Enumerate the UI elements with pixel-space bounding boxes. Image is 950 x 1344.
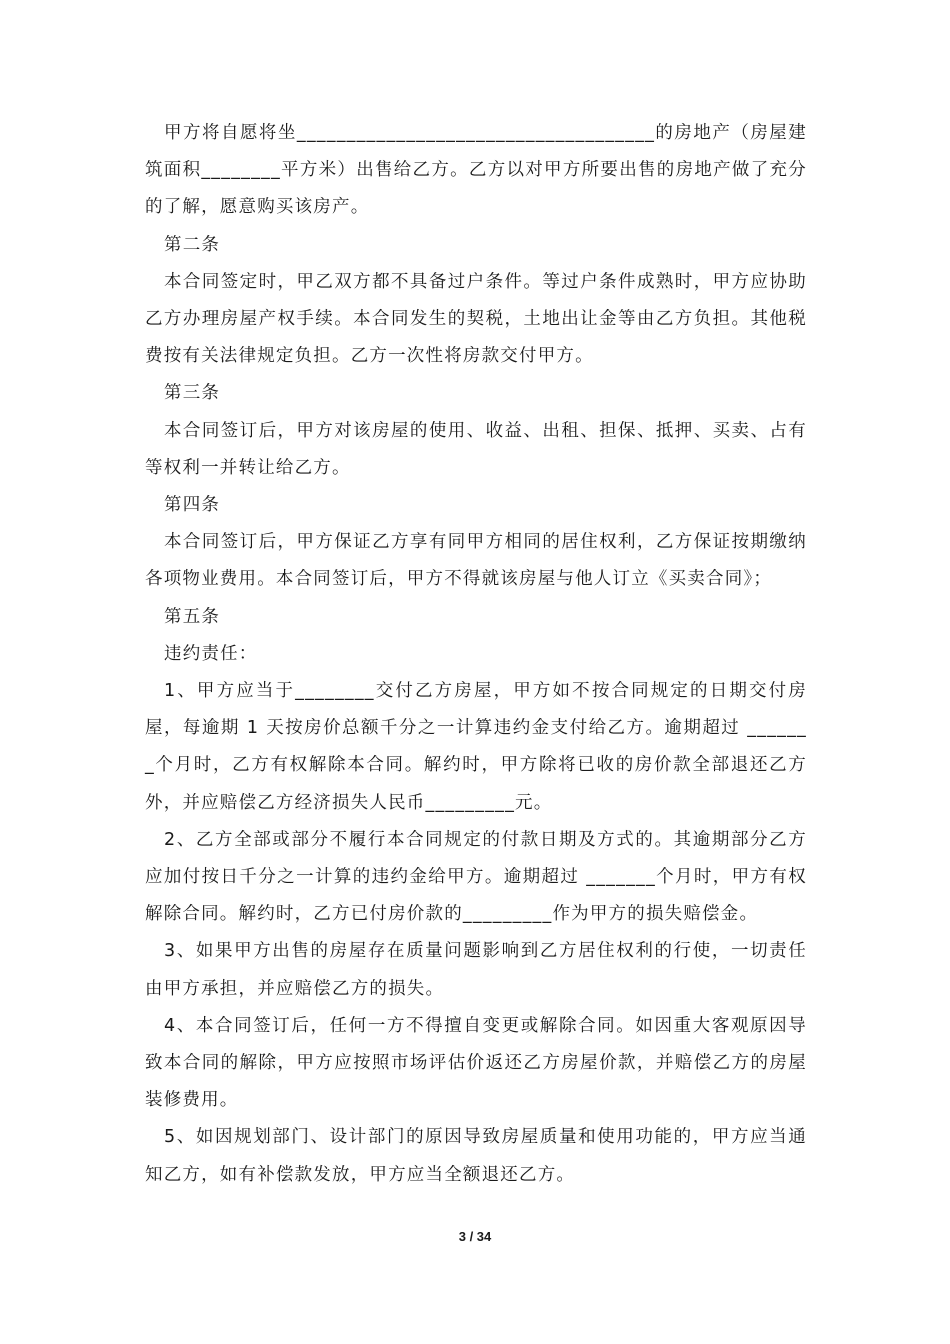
page-number: 3 / 34 — [458, 1229, 492, 1244]
document-body — [145, 115, 807, 1194]
paragraph: 本合同签订后，甲方对该房屋的使用、收益、出租、担保、抵押、买卖、占有等权利一并转让给乙方。 — [145, 420, 807, 478]
list-item: 1、甲方应当于________交付乙方房屋，甲方如不按合同规定的日期交付房屋，每逾期 1 天按房价总额千分之一计算违约金支付给乙方。逾期超过 _______个月时，乙方有权解除本合同。解约时，甲方除将已收的房价款全部退还乙方外，并应赔偿乙方经济损失人民币_________元。 — [145, 681, 807, 813]
section-heading: 第三条 — [164, 383, 221, 404]
list-item: 5、如因规划部门、设计部门的原因导致房屋质量和使用功能的，甲方应当通知乙方，如有补偿款发放，甲方应当全额退还乙方。 — [145, 1127, 807, 1185]
section-heading: 第四条 — [164, 495, 221, 516]
paragraph: 本合同签订后，甲方保证乙方享有同甲方相同的居住权利，乙方保证按期缴纳各项物业费用。本合同签订后，甲方不得就该房屋与他人订立《买卖合同》； — [145, 532, 807, 590]
section-heading: 第五条 — [164, 606, 221, 627]
paragraph: 甲方将自愿将坐____________________________________的房地产（房屋建筑面积________平方米）出售给乙方。乙方以对甲方所要出售的房地产做了充分的了解，愿意购买该房产。 — [145, 123, 807, 218]
list-item: 2、乙方全部或部分不履行本合同规定的付款日期及方式的。其逾期部分乙方应加付按日千分之一计算的违约金给甲方。逾期超过 _______个月时，甲方有权解除合同。解约时，乙方已付房价款的_________作为甲方的损失赔偿金。 — [145, 829, 807, 925]
section-heading: 第二条 — [164, 234, 221, 255]
list-item: 3、如果甲方出售的房屋存在质量问题影响到乙方居住权利的行使，一切责任由甲方承担，并应赔偿乙方的损失。 — [145, 941, 807, 999]
paragraph: 本合同签定时，甲乙双方都不具备过户条件。等过户条件成熟时，甲方应协助乙方办理房屋产权手续。本合同发生的契税，土地出让金等由乙方负担。其他税费按有关法律规定负担。乙方一次性将房款交付甲方。 — [145, 271, 807, 367]
list-item: 4、本合同签订后，任何一方不得擅自变更或解除合同。如因重大客观原因导致本合同的解除，甲方应按照市场评估价返还乙方房屋价款，并赔偿乙方的房屋装修费用。 — [145, 1015, 807, 1111]
subsection-heading: 违约责任： — [164, 643, 258, 664]
